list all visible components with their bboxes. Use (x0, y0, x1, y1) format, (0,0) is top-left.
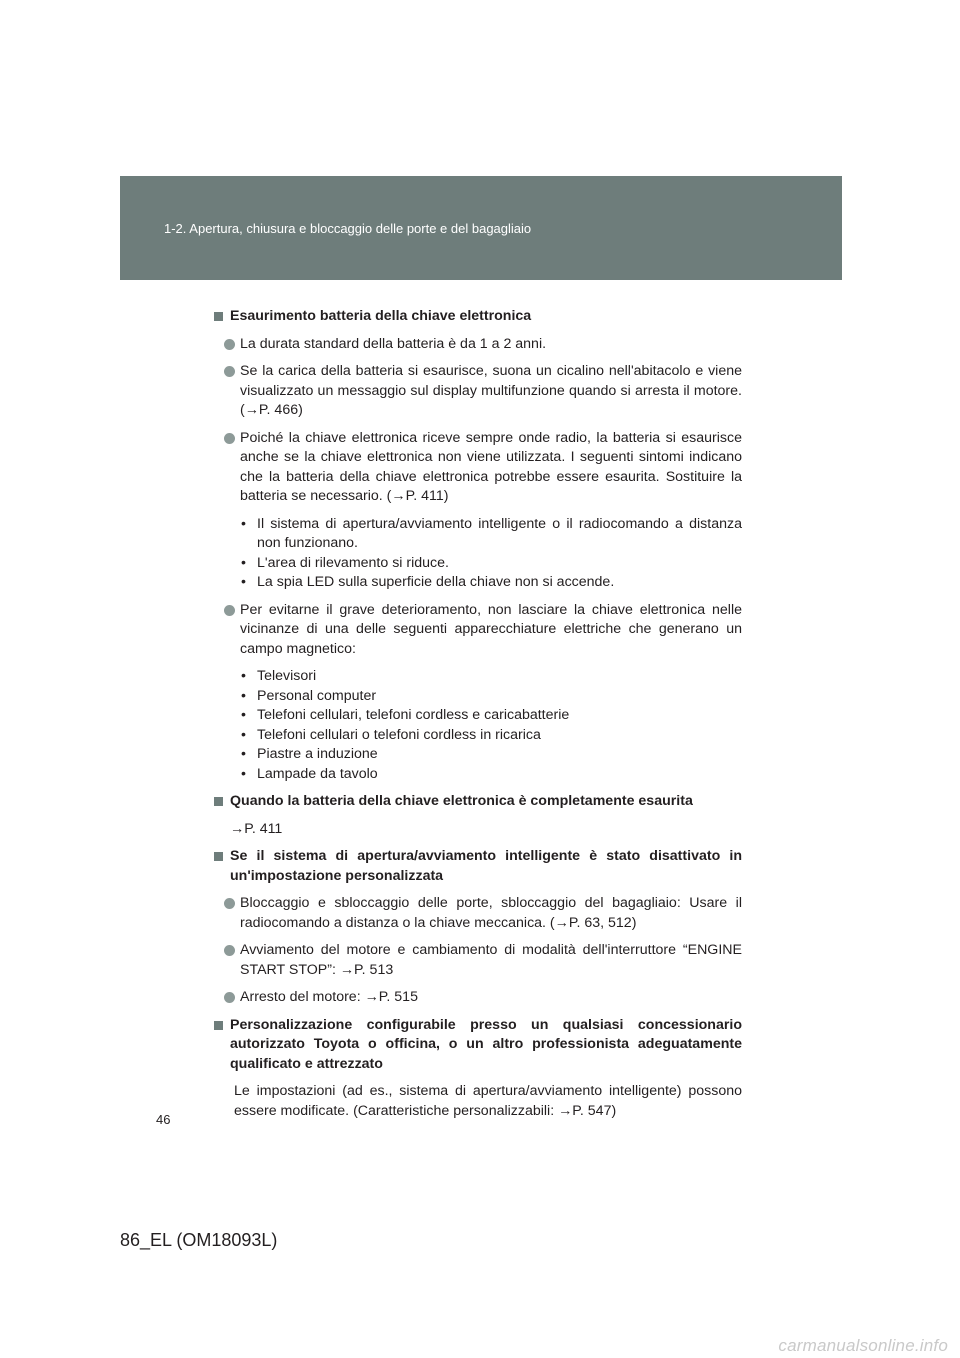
square-bullet-icon (214, 1021, 223, 1030)
section-heading: Esaurimento batteria della chiave elettronica (214, 307, 742, 327)
list-item: • Telefoni cellulari, telefoni cordless e caricabatterie (240, 706, 742, 726)
bullet-item: La durata standard della batteria è da 1 a 2 anni. (214, 335, 742, 355)
round-bullet-icon (224, 992, 235, 1003)
bullet-item: Avviamento del motore e cambiamento di modalità dell'interruttore “ENGINE START STOP”: →P. 513 (214, 941, 742, 980)
section-heading: Quando la batteria della chiave elettronica è completamente esaurita (214, 792, 742, 812)
bullet-item: Arresto del motore: →P. 515 (214, 988, 742, 1008)
section-battery-depletion (214, 307, 742, 784)
list-item: • Televisori (240, 667, 742, 687)
round-bullet-icon (224, 339, 235, 350)
list-item: • La spia LED sulla superficie della chiave non si accende. (240, 573, 742, 593)
round-bullet-icon (224, 945, 235, 956)
list-item: • Personal computer (240, 687, 742, 707)
list-item: • Piastre a induzione (240, 745, 742, 765)
section-battery-fully-depleted (214, 792, 742, 839)
symptom-list (240, 515, 742, 593)
chapter-header-band (120, 176, 842, 280)
page-content (214, 307, 742, 1129)
page-number: 46 (156, 1112, 171, 1127)
watermark-text: carmanualsonline.info (778, 1336, 948, 1355)
device-list (240, 667, 742, 784)
section-customization (214, 1016, 742, 1122)
list-item: • L'area di rilevamento si riduce. (240, 554, 742, 574)
chapter-title: 1-2. Apertura, chiusura e bloccaggio delle porte e del bagagliaio (164, 221, 532, 236)
round-bullet-icon (224, 433, 235, 444)
section-heading: Se il sistema di apertura/avviamento intelligente è stato disattivato in un'impostazione personalizzata (214, 847, 742, 886)
round-bullet-icon (224, 605, 235, 616)
bullet-item: Poiché la chiave elettronica riceve sempre onde radio, la batteria si esaurisce anche se la chiave elettronica non viene utilizzata. I seguenti sintomi indicano che la batteria della chiave elettronica potrebbe essere esaurita. Sostituire la batteria se necessario. (→P. 411) (214, 429, 742, 507)
section-heading: Personalizzazione configurabile presso un qualsiasi concessionario autorizzato Toyota o officina, o un altro professionista adeguatamente qualificato e attrezzato (214, 1016, 742, 1075)
manual-code: 86_EL (OM18093L) (120, 1230, 278, 1250)
list-item: • Il sistema di apertura/avviamento intelligente o il radiocomando a distanza non funzionano. (240, 515, 742, 554)
paragraph: Le impostazioni (ad es., sistema di apertura/avviamento intelligente) possono essere modificate. (Caratteristiche personalizzabili: →P. 547) (234, 1083, 742, 1119)
round-bullet-icon (224, 366, 235, 377)
page-reference: →P. 411 (230, 820, 283, 837)
list-item: • Telefoni cellulari o telefoni cordless in ricarica (240, 726, 742, 746)
list-item: • Lampade da tavolo (240, 765, 742, 785)
square-bullet-icon (214, 312, 223, 321)
square-bullet-icon (214, 852, 223, 861)
section-system-disabled (214, 847, 742, 1008)
round-bullet-icon (224, 898, 235, 909)
bullet-item: Se la carica della batteria si esaurisce, suona un cicalino nell'abitacolo e viene visualizzato un messaggio sul display multifunzione quando si arresta il motore. (→P. 466) (214, 362, 742, 421)
bullet-item: Per evitarne il grave deterioramento, non lasciare la chiave elettronica nelle vicinanze di una delle seguenti apparecchiature elettriche che generano un campo magnetico: (214, 601, 742, 660)
bullet-item: Bloccaggio e sbloccaggio delle porte, sbloccaggio del bagagliaio: Usare il radiocomando a distanza o la chiave meccanica. (→P. 63, 512) (214, 894, 742, 933)
square-bullet-icon (214, 797, 223, 806)
